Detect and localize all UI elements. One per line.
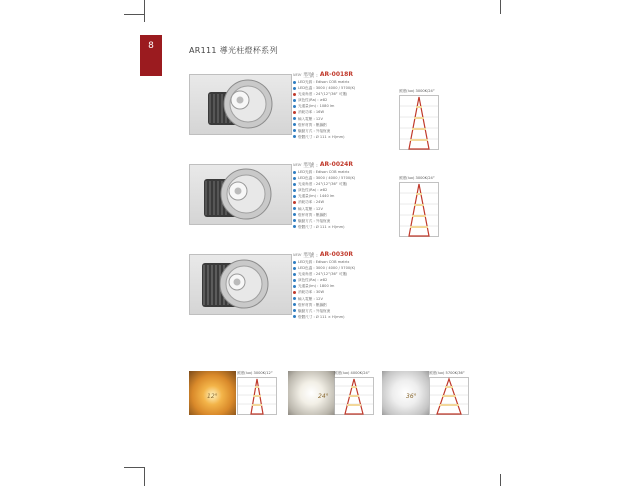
spec-text: 光通量(lm) : 1080 lm: [298, 104, 335, 109]
bullet-icon: [293, 285, 296, 288]
lamp-illustration: [190, 165, 291, 224]
bullet-icon: [293, 105, 296, 108]
bullet-icon: [293, 189, 296, 192]
bullet-icon: [293, 225, 296, 228]
page-title: AR111 導光柱燈杯系列: [189, 46, 278, 55]
model-line: [293, 70, 388, 79]
model-number: AR-0018R: [319, 71, 353, 78]
spec-text: 燈杯材質 : 壓鑄鋁: [298, 122, 327, 127]
bullet-icon: [293, 201, 296, 204]
bullet-icon: [293, 81, 296, 84]
spec-text: 演色性(Ra) : ≥82: [298, 278, 328, 283]
spec-text: 燈體尺寸 : Ø 111 × H(mm): [298, 224, 345, 229]
page-number-tab: [140, 35, 162, 76]
spec-text: LED色溫 : 3000 / 4000 / 5700(K): [298, 266, 356, 271]
bullet-icon: [293, 213, 296, 216]
spec-row: [293, 314, 388, 320]
lamp-illustration: [190, 75, 291, 134]
beam-chart-title: 照度(lux) 5700K/36°: [429, 371, 465, 375]
spec-text: 消耗功率 : 24W: [298, 200, 324, 205]
model-number: AR-0024R: [319, 161, 353, 168]
crop-mark: [500, 0, 501, 14]
spec-text: 燈杯材質 : 壓鑄鋁: [298, 212, 327, 217]
spec-text: 輸入電壓 : 12V: [298, 206, 323, 211]
bullet-icon: [293, 195, 296, 198]
bullet-icon: [293, 267, 296, 270]
spec-text: 輸入電壓 : 12V: [298, 296, 323, 301]
spec-text: 燈杯材質 : 壓鑄鋁: [298, 302, 327, 307]
model-number: AR-0030R: [319, 251, 353, 258]
spec-text: 消耗功率 : 16W: [298, 110, 324, 115]
product-photo: [189, 164, 292, 225]
spec-text: 驅動方式 : 外接恆流: [298, 128, 331, 133]
bullet-icon: [293, 135, 296, 138]
spec-text: LED光源 : Edison COB matrix: [298, 170, 350, 174]
spec-text: LED光源 : Edison COB matrix: [298, 260, 350, 264]
bullet-icon: [293, 291, 296, 294]
bullet-icon: [293, 111, 296, 114]
beam-chart: [237, 377, 277, 415]
spec-text: 燈體尺寸 : Ø 111 × H(mm): [298, 134, 345, 139]
model-prefix: 型號 :: [303, 72, 318, 79]
model-line: [293, 160, 388, 169]
crop-mark: [144, 0, 145, 22]
bullet-icon: [293, 315, 296, 318]
new-badge: NEW: [293, 252, 302, 257]
product-photo: [189, 254, 292, 315]
spec-text: 光束角度 : 24°(12°/36° 可選): [298, 272, 348, 277]
bullet-icon: [293, 273, 296, 276]
bullet-icon: [293, 297, 296, 300]
spec-row: [293, 224, 388, 230]
crop-mark: [500, 474, 501, 486]
bullet-icon: [293, 93, 296, 96]
bullet-icon: [293, 117, 296, 120]
spec-text: 燈體尺寸 : Ø 111 × H(mm): [298, 314, 345, 319]
beam-chart: [334, 377, 374, 415]
bullet-icon: [293, 219, 296, 222]
crop-mark: [124, 14, 144, 15]
spec-text: 光束角度 : 24°(12°/36° 可選): [298, 92, 348, 97]
bullet-icon: [293, 171, 296, 174]
spec-text: 驅動方式 : 外接恆流: [298, 308, 331, 313]
bullet-icon: [293, 261, 296, 264]
product-specs: [293, 250, 388, 320]
new-badge: NEW: [293, 72, 302, 77]
bullet-icon: [293, 129, 296, 132]
spec-text: 演色性(Ra) : ≥82: [298, 98, 328, 103]
bullet-icon: [293, 207, 296, 210]
bullet-icon: [293, 87, 296, 90]
beam-chart-title: 照度(lux) 3000K/24°: [399, 89, 435, 93]
spec-row: [293, 134, 388, 140]
model-prefix: 型號 :: [303, 162, 318, 169]
product-photo: [189, 74, 292, 135]
beam-chart: [429, 377, 469, 415]
page-number: 8: [148, 41, 154, 51]
light-sample-photo: [288, 371, 335, 415]
bullet-icon: [293, 123, 296, 126]
lamp-illustration: [190, 255, 291, 314]
light-sample-photo: [189, 371, 236, 415]
spec-text: 光通量(lm) : 1800 lm: [298, 284, 335, 289]
beam-angle-label: 12°: [207, 393, 218, 400]
product-specs: [293, 160, 388, 230]
beam-angle-label: 24°: [318, 393, 329, 400]
spec-text: LED色溫 : 3000 / 4000 / 5700(K): [298, 86, 356, 91]
beam-chart: [399, 95, 439, 150]
beam-chart-title: 照度(lux) 4000K/24°: [334, 371, 370, 375]
spec-text: LED色溫 : 3000 / 4000 / 5700(K): [298, 176, 356, 181]
beam-chart-title: 照度(lux) 3000K/24°: [399, 176, 435, 180]
bullet-icon: [293, 303, 296, 306]
bullet-icon: [293, 309, 296, 312]
spec-text: 輸入電壓 : 12V: [298, 116, 323, 121]
light-sample-photo: [382, 371, 429, 415]
beam-angle-label: 36°: [406, 393, 417, 400]
bullet-icon: [293, 279, 296, 282]
spec-text: 光通量(lm) : 1440 lm: [298, 194, 335, 199]
bullet-icon: [293, 183, 296, 186]
spec-text: 演色性(Ra) : ≥82: [298, 188, 328, 193]
spec-text: 消耗功率 : 30W: [298, 290, 324, 295]
crop-mark: [124, 467, 144, 468]
bullet-icon: [293, 177, 296, 180]
model-line: [293, 250, 388, 259]
spec-text: 驅動方式 : 外接恆流: [298, 218, 331, 223]
bullet-icon: [293, 99, 296, 102]
beam-chart-title: 照度(lux) 3000K/12°: [237, 371, 273, 375]
spec-text: LED光源 : Edison COB matrix: [298, 80, 350, 84]
spec-text: 光束角度 : 24°(12°/36° 可選): [298, 182, 348, 187]
crop-mark: [144, 467, 145, 486]
beam-chart: [399, 182, 439, 237]
model-prefix: 型號 :: [303, 252, 318, 259]
new-badge: NEW: [293, 162, 302, 167]
product-specs: [293, 70, 388, 140]
